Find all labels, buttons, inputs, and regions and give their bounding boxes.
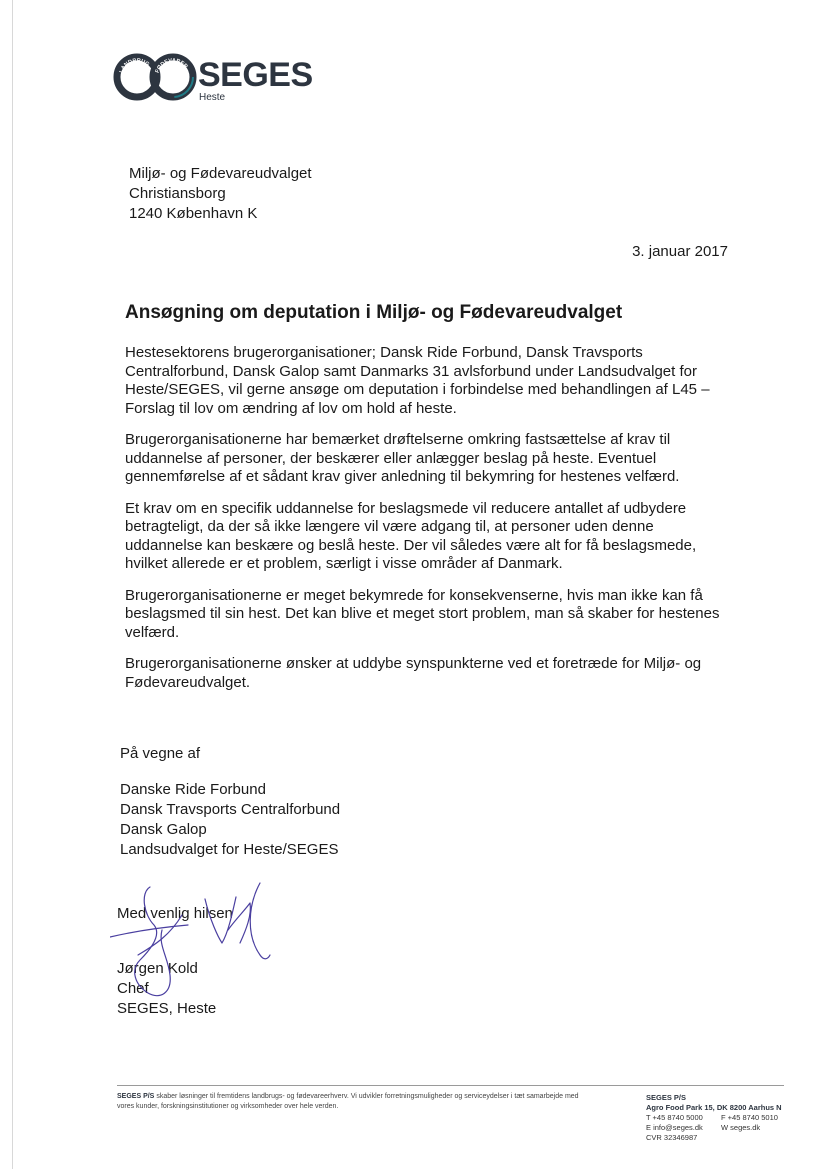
letter-body bbox=[125, 344, 720, 705]
body-paragraph: Hestesektorens brugerorganisationer; Dansk Ride Forbund, Dansk Travsports Centralforbund, Dansk Galop samt Danmarks 31 avlsforbund under Landsudvalget for Heste/SEGES, vil gerne ansøge om deputation i forbindelse med behandlingen af L45 – Forslag til lov om ændring af lov om hold af heste. bbox=[125, 344, 710, 417]
recipient-line: Christiansborg bbox=[129, 185, 226, 202]
logo-wordmark: SEGES bbox=[198, 56, 313, 94]
letter-date: 3. januar 2017 bbox=[632, 243, 728, 260]
footer-web: W seges.dk bbox=[721, 1123, 761, 1132]
body-paragraph: Et krav om en specifik uddannelse for beslagsmede vil reducere antallet af udbydere betragteligt, da der så ikke længere vil være adgang til, at personer uden denne uddannelse kan beskære og beslå heste. Der vil således være alt for få beslagsmede, hvilket allerede er et problem, særligt i visse områder af Danmark. bbox=[125, 499, 697, 572]
footer-description bbox=[117, 1092, 587, 1112]
recipient-line: Miljø- og Fødevareudvalget bbox=[129, 165, 312, 182]
footer-address: Agro Food Park 15, DK 8200 Aarhus N bbox=[646, 1103, 782, 1112]
organisation-item: Dansk Travsports Centralforbund bbox=[120, 801, 341, 818]
organisation-item: Landsudvalget for Heste/SEGES bbox=[120, 841, 339, 858]
handwritten-signature bbox=[110, 875, 280, 1015]
organisation-item: Danske Ride Forbund bbox=[120, 781, 266, 798]
footer-email: E info@seges.dk bbox=[646, 1123, 703, 1132]
footer-cvr: CVR 32346987 bbox=[646, 1133, 698, 1142]
footer-contact bbox=[646, 1093, 782, 1143]
footer-description-text: skaber løsninger til fremtidens landbrugs- og fødevareerhverv. Vi udvikler forretningsmuligheder og serviceydelser i tæt samarbejde med vores kunder, forskningsinstitutioner og virksomheder over hele verden. bbox=[117, 1093, 579, 1110]
logo-ring-right-text: FØDEVARER bbox=[154, 57, 189, 74]
seges-logo-rings-icon bbox=[112, 52, 198, 102]
footer-fax: F +45 8740 5010 bbox=[721, 1113, 778, 1122]
footer-company: SEGES P/S bbox=[646, 1093, 687, 1102]
recipient-line: 1240 København K bbox=[129, 205, 258, 222]
footer-brand: SEGES P/S bbox=[117, 1093, 155, 1100]
on-behalf-label: På vegne af bbox=[120, 745, 201, 762]
body-paragraph: Brugerorganisationerne ønsker at uddybe synspunkterne ved et foretræde for Miljø- og Fødevareudvalget. bbox=[125, 655, 702, 691]
signer-name: Jørgen Kold bbox=[117, 960, 198, 977]
body-paragraph: Brugerorganisationerne er meget bekymrede for konsekvenserne, hvis man ikke kan få beslagsmed til sin hest. Det kan blive et meget stort problem, man så skaber for hestenes velfærd. bbox=[125, 586, 720, 641]
scan-edge-line bbox=[12, 0, 13, 1169]
recipient-address bbox=[129, 164, 312, 224]
organisation-item: Dansk Galop bbox=[120, 821, 207, 838]
footer-phone: T +45 8740 5000 bbox=[646, 1113, 703, 1122]
seges-logo bbox=[112, 52, 312, 112]
letter-title: Ansøgning om deputation i Miljø- og Fødevareudvalget bbox=[125, 302, 623, 323]
signer-role: Chef bbox=[117, 980, 149, 997]
logo-ring-left-text: LANDBRUG bbox=[118, 57, 151, 74]
footer-divider bbox=[117, 1085, 784, 1086]
closing-greeting: Med venlig hilsen bbox=[117, 905, 233, 922]
organisation-list bbox=[120, 780, 340, 860]
signer-org: SEGES, Heste bbox=[117, 1000, 217, 1017]
logo-division: Heste bbox=[199, 92, 226, 103]
body-paragraph: Brugerorganisationerne har bemærket drøftelserne omkring fastsættelse af krav til uddannelse af personer, der beskærer eller anlægger beslag på heste. Eventuel gennemførelse af et sådant krav giver anledning til bekymring for hestenes velfærd. bbox=[125, 431, 680, 485]
